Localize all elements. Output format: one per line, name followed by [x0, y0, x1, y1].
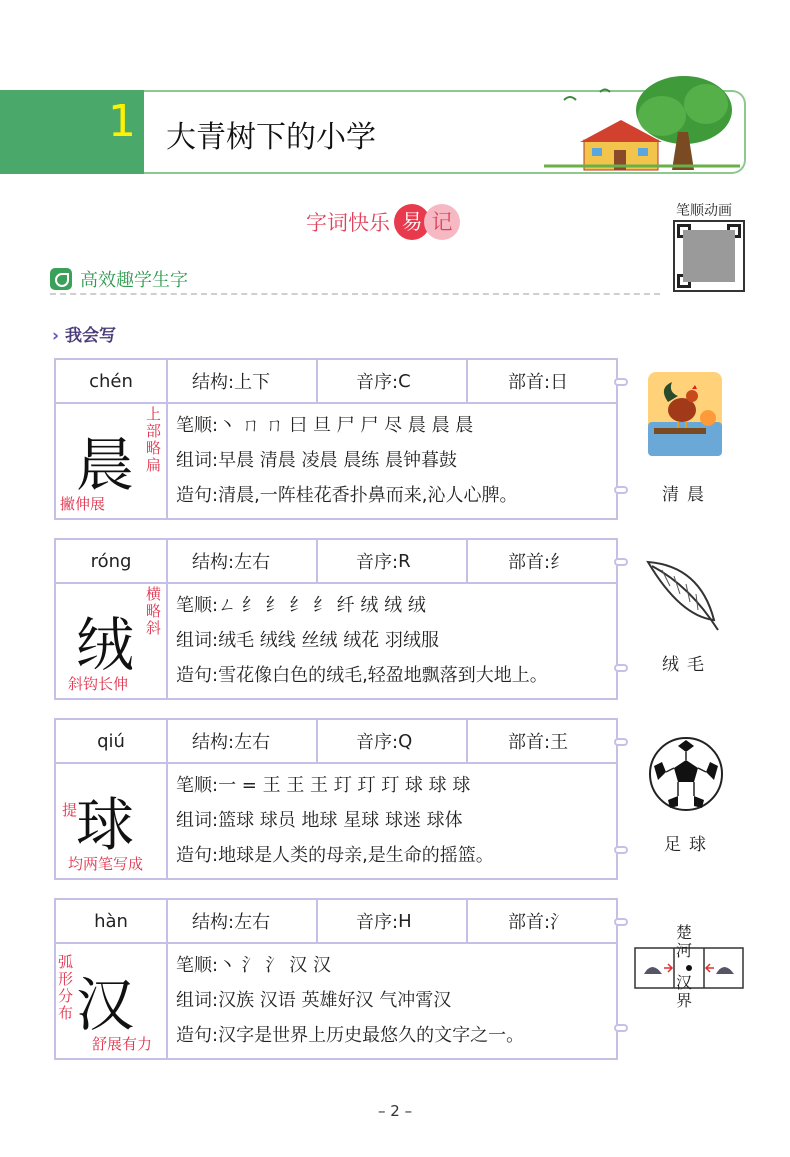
stroke-note-side: 上部略扁	[146, 405, 162, 474]
example-sentence: 造句:汉字是世界上历史最悠久的文字之一。	[176, 1025, 525, 1046]
structure: 结构: 左右	[168, 900, 318, 942]
example-sentence: 造句:地球是人类的母亲,是生命的摇篮。	[176, 845, 494, 866]
stroke-note-bottom: 舒展有力	[92, 1035, 153, 1053]
word-group: 组词:早晨 清晨 凌晨 晨练 晨钟暮鼓	[176, 450, 457, 471]
stroke-note-bottom: 撇伸展	[60, 495, 106, 513]
section-title	[306, 204, 460, 240]
sub-heading: › 我会写	[52, 321, 116, 346]
binder-pin	[614, 918, 628, 926]
character-card	[54, 538, 618, 700]
character-box	[56, 944, 168, 1058]
sequence: 音序: R	[318, 540, 468, 582]
stroke-order: 笔顺:一 = 王 王 王 玎 玎 玎 球 球 球	[176, 775, 471, 796]
page-number: – 2 –	[378, 1102, 413, 1120]
stroke-note-side: 弧形分布	[58, 953, 74, 1022]
character-card	[54, 358, 618, 520]
binder-pin	[614, 664, 628, 672]
feather-picture	[640, 556, 726, 634]
binder-pin	[614, 558, 628, 566]
qr-code[interactable]	[673, 220, 745, 292]
leaf-icon	[50, 268, 72, 290]
big-character: 绒	[76, 611, 135, 679]
structure: 结构: 左右	[168, 540, 318, 582]
character-card	[54, 898, 618, 1060]
sequence: 音序: Q	[318, 720, 468, 762]
word-group: 组词:绒毛 绒线 丝绒 绒花 羽绒服	[176, 630, 439, 651]
big-character: 球	[76, 791, 135, 859]
qr-blurred-area	[683, 230, 735, 282]
qr-label: 笔顺动画	[676, 203, 732, 219]
structure: 结构: 上下	[168, 360, 318, 402]
sequence: 音序: C	[318, 360, 468, 402]
binder-pin	[614, 1024, 628, 1032]
radical: 部首: 氵	[508, 912, 569, 933]
picture-label: 足球	[664, 835, 714, 855]
pinyin: róng	[56, 540, 168, 582]
lesson-number: 1	[108, 96, 136, 147]
subsection-title	[50, 266, 188, 292]
binder-pin	[614, 378, 628, 386]
stroke-order: 笔顺:ㄥ 纟 纟 纟 纟 纤 绒 绒 绒	[176, 595, 426, 616]
stroke-note-side: 提	[62, 801, 78, 819]
section-title-ball-yi: 易	[394, 204, 430, 240]
lesson-number-block	[0, 90, 144, 174]
example-sentence: 造句:清晨,一阵桂花香扑鼻而来,沁人心脾。	[176, 485, 518, 506]
radical: 部首: 日	[508, 372, 569, 393]
word-group: 组词:汉族 汉语 英雄好汉 气冲霄汉	[176, 990, 452, 1011]
pinyin: qiú	[56, 720, 168, 762]
example-sentence: 造句:雪花像白色的绒毛,轻盈地飘落到大地上。	[176, 665, 548, 686]
dashed-divider	[50, 293, 660, 295]
picture-label-top: 楚河	[676, 923, 693, 960]
lesson-title: 大青树下的小学	[166, 120, 376, 155]
stroke-note-bottom: 均两笔写成	[68, 855, 144, 873]
section-title-text: 字词快乐	[306, 211, 390, 235]
school-tree-illustration	[544, 70, 744, 174]
rooster-picture	[648, 372, 722, 456]
soccer-ball-picture	[648, 736, 724, 812]
subsection-title-text: 高效趣学生字	[80, 270, 188, 291]
stroke-note-side: 横略斜	[146, 585, 162, 637]
character-card	[54, 718, 618, 880]
big-character: 晨	[76, 431, 135, 499]
radical: 部首: 纟	[508, 552, 569, 573]
picture-label: 绒毛	[662, 655, 712, 675]
picture-label: 清晨	[662, 485, 712, 505]
big-character: 汉	[76, 971, 135, 1039]
pinyin: chén	[56, 360, 168, 402]
lesson-banner	[0, 90, 746, 174]
binder-pin	[614, 846, 628, 854]
picture-label-bottom: 汉界	[676, 973, 693, 1010]
word-group: 组词:篮球 球员 地球 星球 球迷 球体	[176, 810, 463, 831]
pinyin: hàn	[56, 900, 168, 942]
stroke-note-bottom: 斜钩长伸	[68, 675, 129, 693]
stroke-order: 笔顺:丶 氵 氵 汉 汉	[176, 955, 331, 976]
character-box	[56, 404, 168, 518]
stroke-order: 笔顺:丶 ㄇ ㄇ 曰 旦 尸 尸 尽 晨 晨 晨	[176, 415, 474, 436]
binder-pin	[614, 486, 628, 494]
character-box	[56, 584, 168, 698]
character-box	[56, 764, 168, 878]
structure: 结构: 左右	[168, 720, 318, 762]
sequence: 音序: H	[318, 900, 468, 942]
radical: 部首: 王	[508, 732, 569, 753]
section-title-ball-ji: 记	[424, 204, 460, 240]
binder-pin	[614, 738, 628, 746]
